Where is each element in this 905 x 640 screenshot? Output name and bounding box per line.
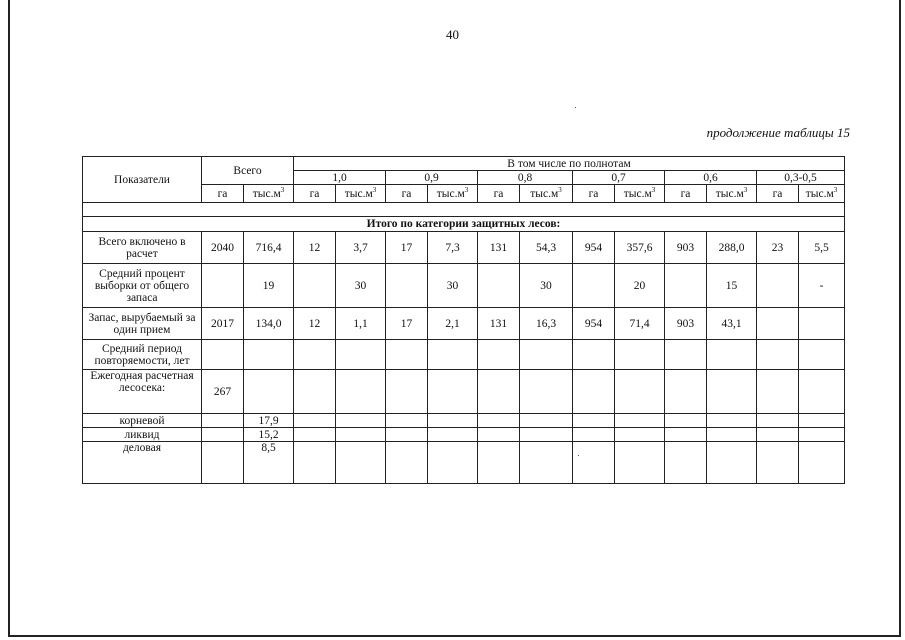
unit-ha: га	[665, 185, 707, 203]
table-cell	[665, 414, 707, 428]
table-cell	[478, 414, 520, 428]
page-number: 40	[446, 27, 459, 42]
table-cell	[707, 428, 757, 442]
table-cell	[244, 370, 294, 414]
table-cell	[757, 414, 799, 428]
table-cell	[428, 370, 478, 414]
table-cell: 2040	[202, 232, 244, 264]
table-cell	[202, 428, 244, 442]
table-cell	[520, 340, 573, 370]
table-cell: 12	[294, 232, 336, 264]
table-cell: 288,0	[707, 232, 757, 264]
table-row	[83, 308, 845, 340]
table-cell	[573, 340, 615, 370]
header-density: 0,6	[665, 171, 757, 185]
table-cell	[799, 414, 845, 428]
table-cell: 71,4	[615, 308, 665, 340]
table-cell	[478, 370, 520, 414]
table-cell	[478, 428, 520, 442]
table-cell	[615, 414, 665, 428]
table-cell: 954	[573, 308, 615, 340]
table-cell: 23	[757, 232, 799, 264]
row-label: Средний процент выборки от общего запаса	[83, 264, 202, 308]
table-cell: 15	[707, 264, 757, 308]
unit-volume: $тыс.м^3$	[244, 185, 294, 203]
table-row	[83, 442, 845, 484]
table-cell	[294, 428, 336, 442]
header-row-1	[83, 157, 845, 171]
table-row	[83, 264, 845, 308]
table-cell: 17,9	[244, 414, 294, 428]
table-cell	[202, 264, 244, 308]
table-cell	[573, 414, 615, 428]
table-cell	[757, 370, 799, 414]
table-cell	[386, 428, 428, 442]
table-cell	[615, 428, 665, 442]
table-cell	[707, 340, 757, 370]
table-cell	[799, 442, 845, 484]
table-cell	[386, 370, 428, 414]
table-cell: 131	[478, 308, 520, 340]
table-cell	[707, 414, 757, 428]
table-cell	[615, 370, 665, 414]
table-cell: 954	[573, 232, 615, 264]
unit-volume: $тыс.м^3$	[615, 185, 665, 203]
table-cell	[428, 340, 478, 370]
table-cell: 12	[294, 308, 336, 340]
table-cell	[665, 370, 707, 414]
table-cell	[799, 428, 845, 442]
table-cell: 5,5	[799, 232, 845, 264]
table-cell	[757, 264, 799, 308]
table-row	[83, 414, 845, 428]
table-cell	[799, 308, 845, 340]
unit-ha: га	[478, 185, 520, 203]
table-cell	[386, 414, 428, 428]
header-density: 0,7	[573, 171, 665, 185]
header-by-density: В том числе по полнотам	[294, 157, 845, 171]
table-cell: 3,7	[336, 232, 386, 264]
table-row	[83, 428, 845, 442]
scan-speck	[575, 107, 576, 108]
table-cell: 54,3	[520, 232, 573, 264]
table-cell	[665, 264, 707, 308]
spacer-cell	[83, 203, 845, 217]
table-cell	[294, 442, 336, 484]
table-cell	[336, 414, 386, 428]
section-title: Итого по категории защитных лесов:	[83, 217, 845, 232]
table-cell: 19	[244, 264, 294, 308]
unit-volume: $тыс.м^3$	[428, 185, 478, 203]
table-cell	[573, 428, 615, 442]
section-title-row	[83, 217, 845, 232]
table-cell: 43,1	[707, 308, 757, 340]
unit-volume: $тыс.м^3$	[799, 185, 845, 203]
table-cell	[520, 428, 573, 442]
unit-volume: $тыс.м^3$	[520, 185, 573, 203]
table-cell: 903	[665, 308, 707, 340]
table-cell	[757, 308, 799, 340]
table-cell: 30	[428, 264, 478, 308]
table-cell: 131	[478, 232, 520, 264]
row-label: деловая	[83, 442, 202, 484]
forest-table	[82, 156, 845, 484]
table-continuation-caption: продолжение таблицы 15	[706, 125, 850, 140]
table-cell: 15,2	[244, 428, 294, 442]
header-indicators: Показатели	[83, 157, 202, 203]
table-cell	[294, 264, 336, 308]
table-row	[83, 232, 845, 264]
table-row	[83, 340, 845, 370]
table-cell: 2017	[202, 308, 244, 340]
table-cell	[336, 340, 386, 370]
row-label: Запас, вырубаемый за один прием	[83, 308, 202, 340]
table-cell	[294, 370, 336, 414]
unit-ha: га	[757, 185, 799, 203]
table-cell	[757, 340, 799, 370]
table-cell	[244, 340, 294, 370]
table-cell	[520, 442, 573, 484]
header-density: 0,3-0,5	[757, 171, 845, 185]
table-cell	[428, 428, 478, 442]
table-cell: 30	[520, 264, 573, 308]
table-cell: 7,3	[428, 232, 478, 264]
unit-ha: га	[573, 185, 615, 203]
header-density: 0,8	[478, 171, 573, 185]
row-label: Ежегодная расчетная лесосека:	[83, 370, 202, 414]
unit-volume: $тыс.м^3$	[336, 185, 386, 203]
table-cell	[386, 264, 428, 308]
table-cell	[757, 442, 799, 484]
table-cell: 30	[336, 264, 386, 308]
table-cell	[336, 370, 386, 414]
table-cell	[799, 340, 845, 370]
table-cell	[520, 370, 573, 414]
table-row	[83, 370, 845, 414]
table-cell	[573, 264, 615, 308]
table-cell: 903	[665, 232, 707, 264]
table-cell	[294, 340, 336, 370]
unit-ha: га	[294, 185, 336, 203]
table-cell: 20	[615, 264, 665, 308]
table-cell: -	[799, 264, 845, 308]
table-cell	[799, 370, 845, 414]
table-cell	[336, 428, 386, 442]
table-cell	[707, 370, 757, 414]
table-cell: 16,3	[520, 308, 573, 340]
table-cell	[478, 340, 520, 370]
table-cell	[665, 428, 707, 442]
table-cell: 17	[386, 232, 428, 264]
table-cell: 17	[386, 308, 428, 340]
row-label: Средний период повторяемости, лет	[83, 340, 202, 370]
table-cell	[202, 340, 244, 370]
table-cell	[202, 442, 244, 484]
table-cell	[573, 442, 615, 484]
table-cell	[615, 340, 665, 370]
table-cell	[428, 414, 478, 428]
unit-ha: га	[386, 185, 428, 203]
row-label: Всего включено в расчет	[83, 232, 202, 264]
table-cell	[573, 370, 615, 414]
table-cell	[757, 428, 799, 442]
table-cell: 357,6	[615, 232, 665, 264]
table-cell	[428, 442, 478, 484]
table-cell	[665, 340, 707, 370]
header-total: Всего	[202, 157, 294, 185]
table-cell	[520, 414, 573, 428]
header-density: 1,0	[294, 171, 386, 185]
header-density: 0,9	[386, 171, 478, 185]
data-rows	[83, 232, 845, 484]
scan-speck	[578, 455, 579, 456]
table-cell: 267	[202, 370, 244, 414]
table-cell: 1,1	[336, 308, 386, 340]
table-cell: 716,4	[244, 232, 294, 264]
row-label: ликвид	[83, 428, 202, 442]
table-cell	[478, 442, 520, 484]
table-cell: 8,5	[244, 442, 294, 484]
spacer-row	[83, 203, 845, 217]
table-cell	[202, 414, 244, 428]
unit-volume: $тыс.м^3$	[707, 185, 757, 203]
table-cell: 134,0	[244, 308, 294, 340]
table-cell	[386, 442, 428, 484]
table-cell	[294, 414, 336, 428]
unit-ha: га	[202, 185, 244, 203]
table-cell	[665, 442, 707, 484]
table-cell	[336, 442, 386, 484]
table-cell	[615, 442, 665, 484]
row-label: корневой	[83, 414, 202, 428]
table-cell	[386, 340, 428, 370]
table-cell	[707, 442, 757, 484]
table-cell: 2,1	[428, 308, 478, 340]
table-cell	[478, 264, 520, 308]
